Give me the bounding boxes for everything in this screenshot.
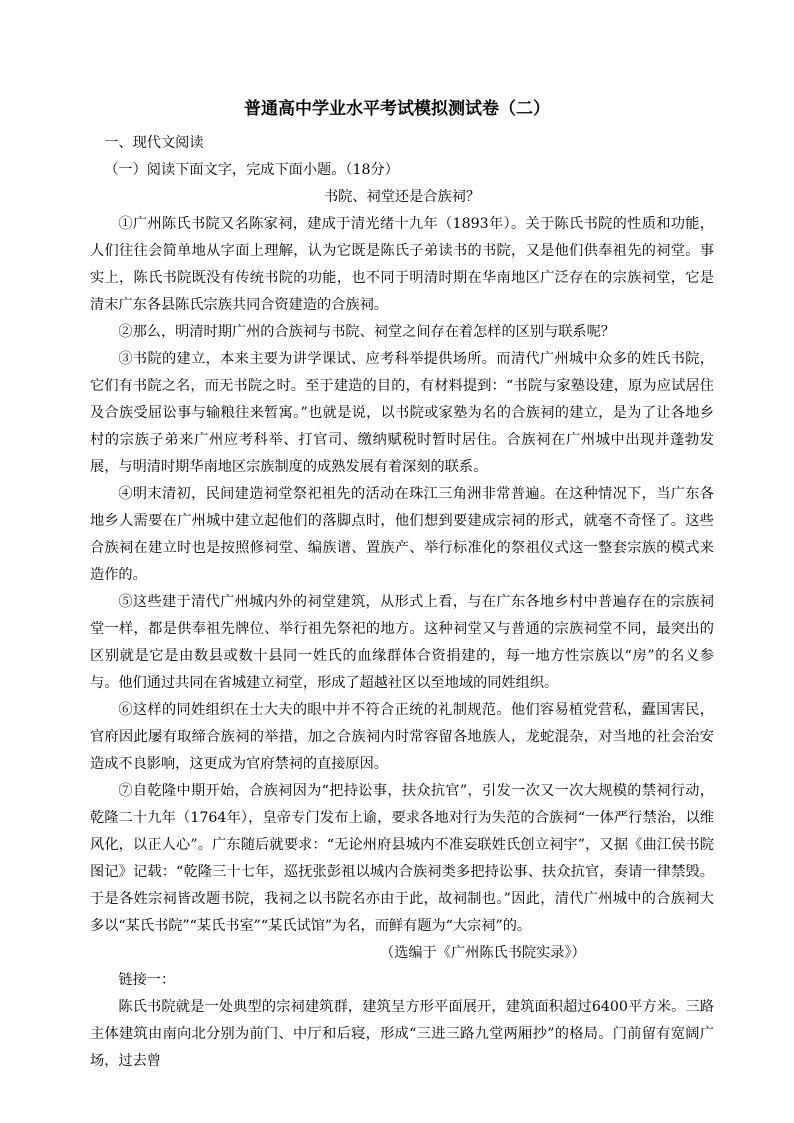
sub-heading: （一）阅读下面文字，完成下面小题。（18分） (104, 162, 399, 178)
source-citation: （选编于《广州陈氏书院实录》） (380, 945, 586, 961)
link-label: 链接一： (118, 972, 176, 988)
link-paragraph: 陈氏书院就是一处典型的宗祠建筑群，建筑呈方形平面展开，建筑面积超过6400平方米。三路主体建筑由南向北分别为前门、中厅和后寝，形成“三进三路九堂两厢抄”的格局。门前留有宽阔广场，过去曾 (90, 999, 714, 1069)
paragraph-2: ②那么，明清时期广州的合族祠与书院、祠堂之间存在着怎样的区别与联系呢？ (118, 324, 615, 340)
document-title: 普通高中学业水平考试模拟测试卷（二） (244, 99, 550, 119)
paragraph-5: ⑤这些建于清代广州城内外的祠堂建筑，从形式上看，与在广东各地乡村中普遍存在的宗族祠堂一样，都是供奉祖先牌位、举行祖先祭祀的地方。这种祠堂又与普通的宗族祠堂不同，最突出的区别就是它是由数县或数十县同一姓氏的血缘群体合资捐建的，每一地方性宗族以“房”的名义参与。他们通过共同在省城建立祠堂，形成了超越社区以至地域的同姓组织。 (90, 594, 714, 691)
paragraph-7: ⑦自乾隆中期开始，合族祠因为“把持讼事，扶众抗官”，引发一次又一次大规模的禁祠行动，乾隆二十九年（1764年），皇帝专门发布上谕，要求各地对行为失范的合族祠“一体严行禁治，以维风化，以正人心”。广东随后就要求：“无论州府县城内不准妄联姓氏创立祠宇”，又据《曲江侯书院图记》记载：“乾隆三十七年，巡抚张彭祖以城内合族祠类多把持讼事、扶众抗官，奏请一律禁毁。于是各姓宗祠皆改题书院，我祠之以书院名亦由于此，故祠制也。”因此，清代广州城中的合族祠大多以“某氏书院”“某氏书室”“某氏试馆”为名，而鲜有题为“大宗祠”的。 (90, 783, 714, 934)
section-heading: 一、现代文阅读 (104, 135, 204, 151)
paragraph-4: ④明末清初，民间建造祠堂祭祀祖先的活动在珠江三角洲非常普遍。在这种情况下，当广东各地乡人需要在广州城中建立起他们的落脚点时，他们想到要建成宗祠的形式，就毫不奇怪了。这些合族祠在建立时也是按照修祠堂、编族谱、置族产、举行标准化的祭祖仪式这一整套宗族的模式来造作的。 (90, 486, 714, 583)
paragraph-6: ⑥这样的同姓组织在士大夫的眼中并不符合正统的礼制规范。他们容易植党营私，蠹国害民，官府因此屡有取缔合族祠的举措，加之合族祠内时常容留各地族人，龙蛇混杂，对当地的社会治安造成不良影响，这更成为官府禁祠的直接原因。 (90, 702, 714, 772)
paragraph-3: ③书院的建立，本来主要为讲学课试、应考科举提供场所。而清代广州城中众多的姓氏书院，它们有书院之名，而无书院之时。至于建造的目的，有材料提到：“书院与家塾设建，原为应试居住及合族受屈讼事与输粮往来暂寓。”也就是说，以书院或家塾为名的合族祠的建立，是为了让各地乡村的宗族子弟来广州应考科举、打官司、缴纳赋税时暂时居住。合族祠在广州城中出现并蓬勃发展，与明清时期华南地区宗族制度的成熟发展有着深刻的联系。 (90, 351, 714, 475)
paragraph-1: ①广州陈氏书院又名陈家祠，建成于清光绪十九年（1893年）。关于陈氏书院的性质和功能，人们往往会简单地从字面上理解，认为它既是陈氏子弟读书的书院，又是他们供奉祖先的祠堂。事实上，陈氏书院既没有传统书院的功能，也不同于明清时期在华南地区广泛存在的宗族祠堂，它是清末广东各县陈氏宗族共同合资建造的合族祠。 (90, 216, 714, 313)
article-title: 书院、祠堂还是合族祠？ (323, 189, 481, 205)
document-body (90, 130, 714, 1075)
